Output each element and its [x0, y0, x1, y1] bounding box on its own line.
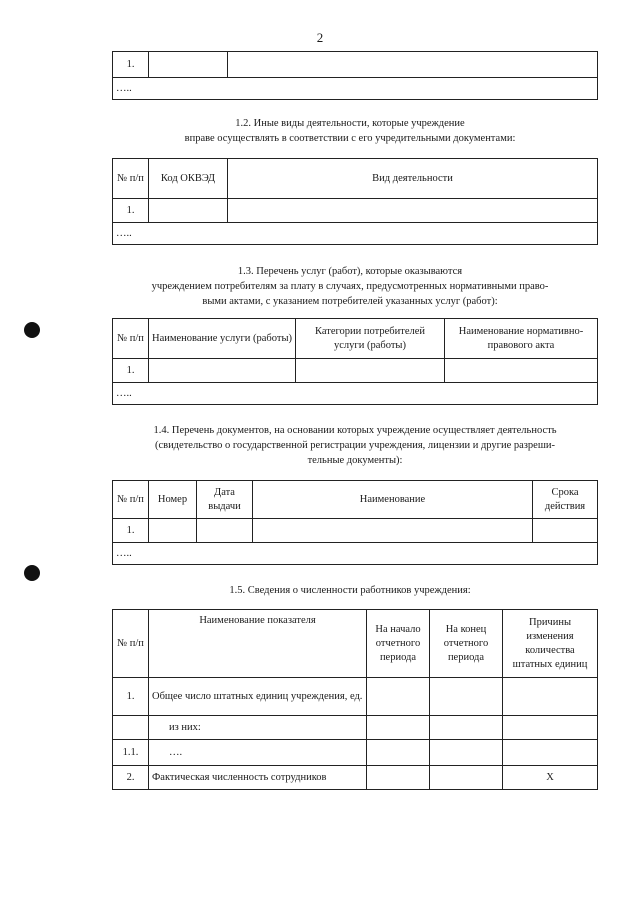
empty-cell	[367, 678, 430, 716]
empty-cell	[430, 766, 503, 790]
empty-cell	[149, 519, 197, 543]
row-number: 1.	[113, 52, 149, 78]
table-section-1-2	[112, 158, 598, 245]
row-number: 1.	[113, 678, 149, 716]
col-reason-header: Причины изменения количества штатных единиц	[503, 610, 598, 678]
row-number: 1.	[113, 519, 149, 543]
reason-cell	[503, 740, 598, 766]
col-category-header: Категории потребителей услуги (работы)	[296, 319, 445, 359]
empty-cell	[228, 199, 598, 223]
col-start-header: На начало отчетного периода	[367, 610, 430, 678]
empty-cell	[149, 52, 228, 78]
row-number: 2.	[113, 766, 149, 790]
heading-1-3: 1.3. Перечень услуг (работ), которые оказываются учреждением потребителям за плату в случаях, предусмотренных нормативными право- выми актами, с указанием потребителей указанных услуг (работ):	[151, 266, 549, 307]
heading-1-5: 1.5. Сведения о численности работников учреждения:	[229, 585, 471, 596]
col-term-header: Срока действия	[533, 481, 598, 519]
empty-cell	[430, 678, 503, 716]
indicator-label: Фактическая численность сотрудников	[149, 766, 367, 790]
empty-cell	[197, 519, 253, 543]
empty-cell	[367, 766, 430, 790]
empty-cell	[149, 199, 228, 223]
row-number: 1.1.	[113, 740, 149, 766]
col-number-header: Номер	[149, 481, 197, 519]
col-num-header: № п/п	[113, 610, 149, 678]
table-section-1-3	[112, 318, 598, 405]
punch-hole-mark	[24, 565, 40, 581]
ellipsis-row: …..	[113, 78, 598, 100]
empty-cell	[296, 359, 445, 383]
reason-cell: Х	[503, 766, 598, 790]
table-section-1-1	[112, 51, 598, 100]
row-number: 1.	[113, 199, 149, 223]
table-section-1-5	[112, 609, 598, 790]
empty-cell	[149, 359, 296, 383]
reason-cell	[503, 716, 598, 740]
col-name-header: Наименование	[253, 481, 533, 519]
heading-1-2: 1.2. Иные виды деятельности, которые учреждение вправе осуществлять в соответствии с его учредительными документами:	[184, 118, 516, 144]
col-service-header: Наименование услуги (работы)	[149, 319, 296, 359]
col-indicator-header: Наименование показателя	[149, 610, 367, 678]
empty-cell	[445, 359, 598, 383]
col-num-header: № п/п	[113, 481, 149, 519]
col-end-header: На конец отчетного периода	[430, 610, 503, 678]
indicator-label: из них:	[149, 716, 367, 740]
empty-cell	[533, 519, 598, 543]
indicator-label: Общее число штатных единиц учреждения, ед.	[149, 678, 367, 716]
col-act-header: Наименование нормативно-правового акта	[445, 319, 598, 359]
empty-cell	[430, 740, 503, 766]
indicator-label: ….	[149, 740, 367, 766]
punch-hole-mark	[24, 322, 40, 338]
ellipsis-row: …..	[113, 383, 598, 405]
page-number: 2	[316, 30, 324, 45]
empty-cell	[367, 740, 430, 766]
col-num-header: № п/п	[113, 319, 149, 359]
empty-cell	[253, 519, 533, 543]
reason-cell	[503, 678, 598, 716]
col-date-header: Дата выдачи	[197, 481, 253, 519]
empty-cell	[367, 716, 430, 740]
empty-cell	[430, 716, 503, 740]
col-num-header: № п/п	[113, 159, 149, 199]
col-activity-header: Вид деятельности	[228, 159, 598, 199]
table-section-1-4	[112, 480, 598, 565]
empty-cell	[228, 52, 598, 78]
heading-1-4: 1.4. Перечень документов, на основании которых учреждение осуществляет деятельность (свидетельство о государственной регистрации учреждения, лицензии и другие разреши- тельные документы):	[153, 425, 557, 466]
row-number: 1.	[113, 359, 149, 383]
ellipsis-row: …..	[113, 223, 598, 245]
col-okved-header: Код ОКВЭД	[149, 159, 228, 199]
ellipsis-row: …..	[113, 543, 598, 565]
row-number	[113, 716, 149, 740]
